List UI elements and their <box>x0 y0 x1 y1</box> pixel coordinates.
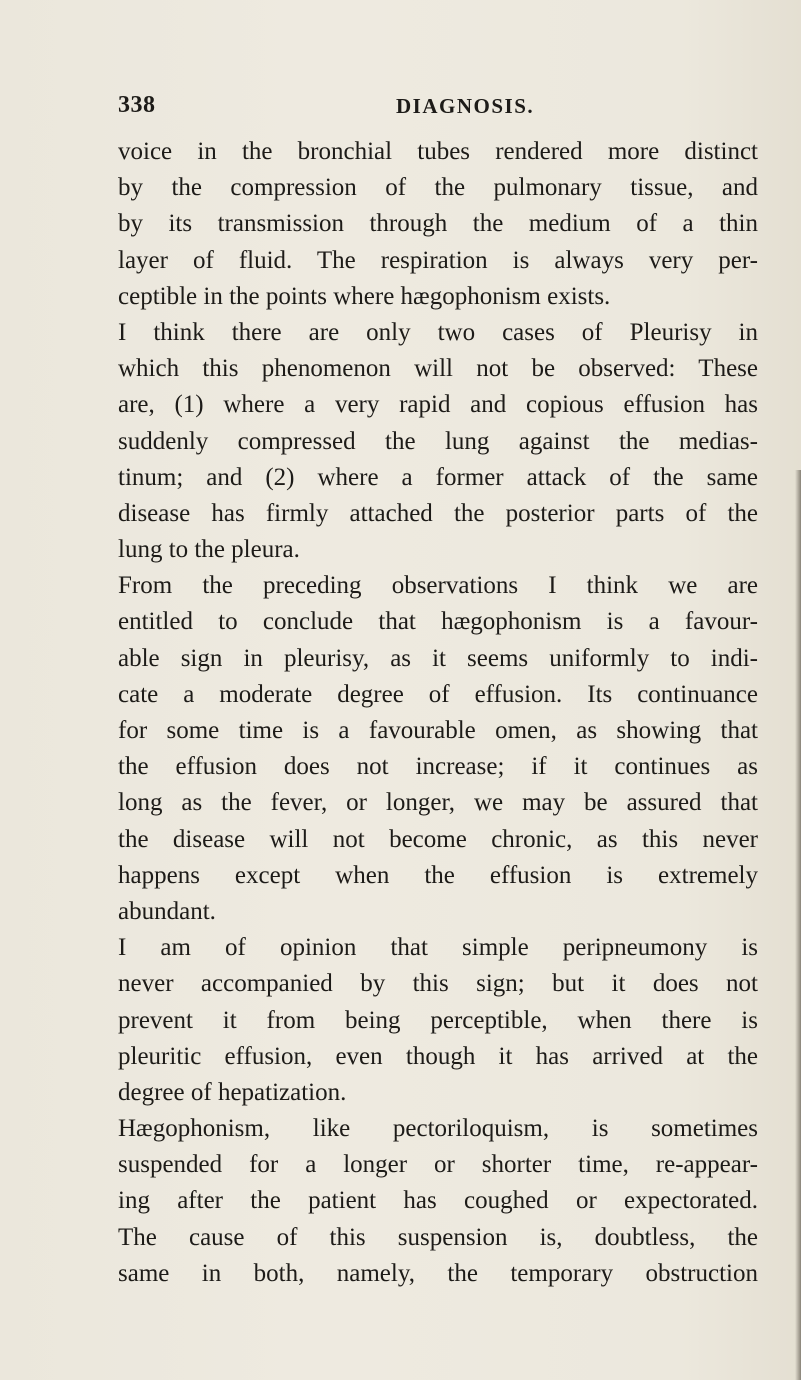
text-line: pleuritic effusion, even though it has arrived at the <box>118 1042 758 1070</box>
text-line: degree of hepatization. <box>118 1078 347 1106</box>
text-line: voice in the bronchial tubes rendered more distinct <box>118 138 758 165</box>
text-line: for some time is a favourable omen, as showing that <box>118 717 758 744</box>
text-line: never accompanied by this sign; but it does not <box>118 970 758 998</box>
text-line: I think there are only two cases of Pleurisy in <box>118 318 758 346</box>
text-line: suspended for a longer or shorter time, re-appear- <box>118 1151 758 1179</box>
text-line: entitled to conclude that hægophonism is a favour- <box>118 608 758 636</box>
text-line: From the preceding observations I think we are <box>118 572 758 600</box>
text-line: suddenly compressed the lung against the medias- <box>118 427 758 455</box>
text-line: which this phenomenon will not be observed: These <box>118 355 758 383</box>
text-line: are, (1) where a very rapid and copious effusion has <box>118 391 758 419</box>
text-line: the disease will not become chronic, as this never <box>118 825 758 853</box>
text-line: abundant. <box>118 897 216 925</box>
text-line: ing after the patient has coughed or expectorated. <box>118 1187 758 1215</box>
page-header <box>118 92 718 122</box>
running-head: DIAGNOSIS. <box>396 94 535 118</box>
text-line: prevent it from being perceptible, when there is <box>118 1006 758 1034</box>
text-line: I am of opinion that simple peripneumony is <box>118 934 758 962</box>
text-line: by its transmission through the medium of a thin <box>118 210 758 238</box>
text-line: Hægophonism, like pectoriloquism, is sometimes <box>118 1115 758 1143</box>
page-number: 338 <box>118 92 156 118</box>
text-line: lung to the pleura. <box>118 536 300 564</box>
text-line: long as the fever, or longer, we may be assured that <box>118 789 758 817</box>
text-line: happens except when the effusion is extremely <box>118 861 758 889</box>
text-line: The cause of this suspension is, doubtless, the <box>118 1223 758 1251</box>
text-line: cate a moderate degree of effusion. Its continuance <box>118 680 758 708</box>
text-line: by the compression of the pulmonary tissue, and <box>118 174 758 202</box>
body-text <box>118 134 758 1292</box>
text-line: same in both, namely, the temporary obstruction <box>118 1259 758 1287</box>
page-edge-shadow <box>795 470 801 1380</box>
text-line: the effusion does not increase; if it continues as <box>118 753 758 781</box>
text-line: able sign in pleurisy, as it seems uniformly to indi- <box>118 644 758 672</box>
text-line: tinum; and (2) where a former attack of the same <box>118 463 758 491</box>
text-line: disease has firmly attached the posterior parts of the <box>118 499 758 527</box>
text-line: ceptible in the points where hægophonism exists. <box>118 282 611 310</box>
text-line: layer of fluid. The respiration is always very per- <box>118 246 758 274</box>
